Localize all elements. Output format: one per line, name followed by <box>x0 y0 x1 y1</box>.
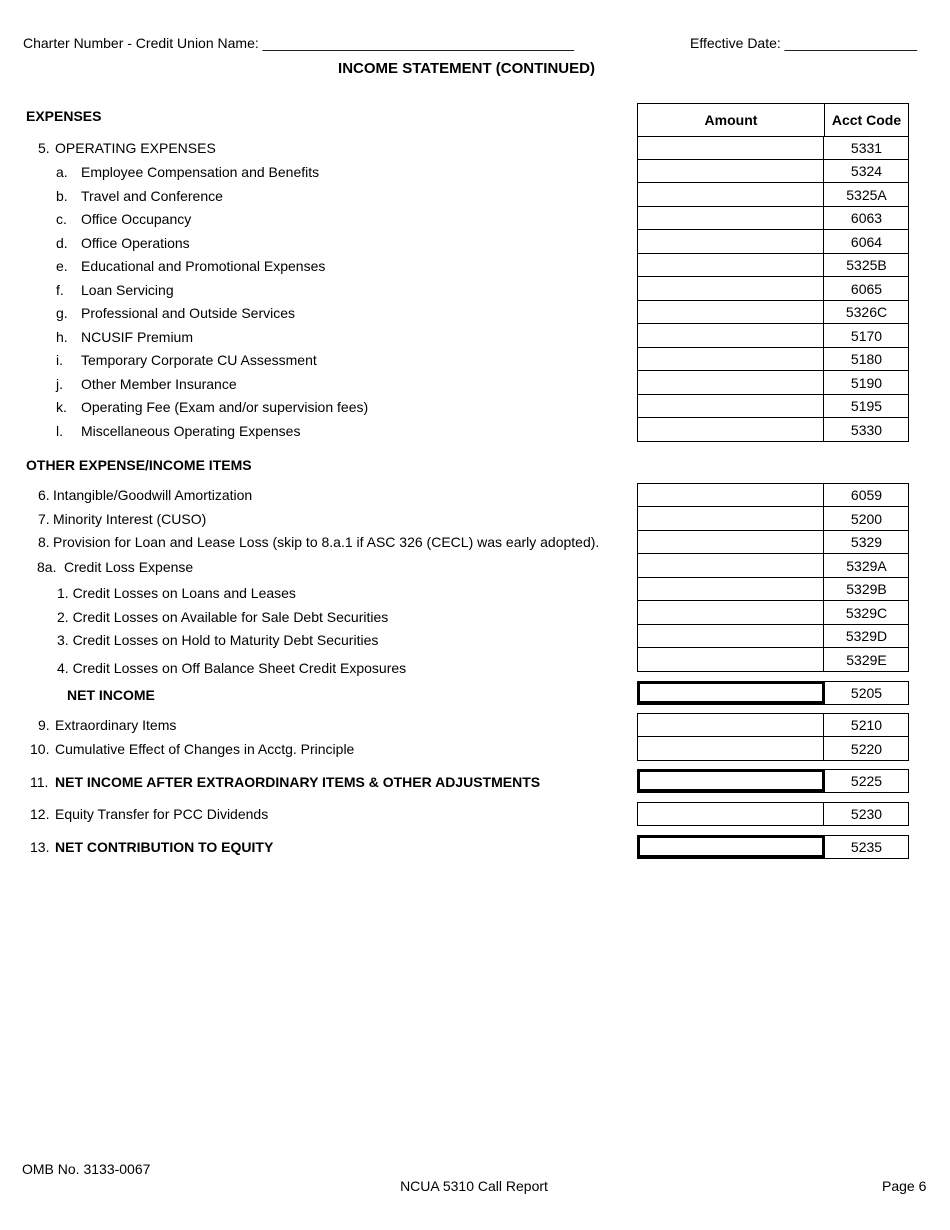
line-11-number: 11. <box>30 774 49 790</box>
item-acct-code: 5180 <box>850 350 883 367</box>
line-label: 3. Credit Losses on Hold to Maturity Debt Securities <box>57 632 379 648</box>
line-12-amount-field[interactable] <box>638 803 824 825</box>
report-name: NCUA 5310 Call Report <box>400 1178 548 1194</box>
item-letter: c. <box>56 211 67 227</box>
item-letter: e. <box>56 258 68 274</box>
item-row <box>637 347 909 371</box>
effective-date-label: Effective Date: _________________ <box>690 35 918 51</box>
item-label: Temporary Corporate CU Assessment <box>81 352 317 368</box>
item-label: Travel and Conference <box>81 188 223 204</box>
line-11-amount-field[interactable] <box>637 769 825 792</box>
item-acct-code: 5330 <box>850 421 883 438</box>
item-acct-code: 5325A <box>846 186 887 203</box>
item-row <box>637 253 909 277</box>
item-label: Office Occupancy <box>81 211 192 227</box>
item-acct-code: 5170 <box>850 327 883 344</box>
item-label: Loan Servicing <box>81 282 174 298</box>
item-row <box>637 371 909 395</box>
line-13-number: 13. <box>30 839 50 855</box>
item-amount-field[interactable] <box>638 300 824 323</box>
line-number: 8. <box>38 534 50 550</box>
net-income-acct-code: 5205 <box>850 685 883 701</box>
item-acct-code: 5324 <box>850 162 883 179</box>
item-row <box>637 183 909 207</box>
other-items-heading: OTHER EXPENSE/INCOME ITEMS <box>26 457 252 473</box>
item-letter: f. <box>56 282 64 298</box>
item-acct-code: 5195 <box>850 397 883 414</box>
item-row <box>637 394 909 418</box>
line-row <box>637 624 909 648</box>
line-10-number: 10. <box>30 741 50 757</box>
line-5-number: 5. <box>38 140 50 156</box>
line-10-label: Cumulative Effect of Changes in Acctg. Principle <box>55 741 355 757</box>
line-amount-field[interactable] <box>638 648 824 671</box>
item-row <box>637 324 909 348</box>
line-5-label: OPERATING EXPENSES <box>55 140 216 156</box>
item-letter: d. <box>56 235 68 251</box>
line-row <box>637 507 909 531</box>
line-12-label: Equity Transfer for PCC Dividends <box>55 806 269 822</box>
line-5-amount-field[interactable] <box>638 136 824 159</box>
acct-code-column-header: Acct Code <box>824 103 909 137</box>
item-row <box>637 277 909 301</box>
item-amount-field[interactable] <box>638 253 824 276</box>
item-amount-field[interactable] <box>638 418 824 441</box>
item-acct-code: 5326C <box>845 303 888 320</box>
line-13-row <box>637 835 909 859</box>
line-11-acct-code: 5225 <box>850 773 883 789</box>
item-amount-field[interactable] <box>638 206 824 229</box>
item-amount-field[interactable] <box>638 347 824 370</box>
line-row <box>637 648 909 672</box>
line-10-amount-field[interactable] <box>638 737 824 760</box>
item-letter: k. <box>56 399 67 415</box>
item-letter: l. <box>56 423 63 439</box>
item-label: NCUSIF Premium <box>81 329 194 345</box>
line-row <box>637 554 909 578</box>
line-11-row <box>637 769 909 793</box>
net-income-row <box>637 681 909 705</box>
item-letter: h. <box>56 329 68 345</box>
net-income-amount-field[interactable] <box>637 681 825 704</box>
line-number: 8a. <box>37 559 57 575</box>
item-row <box>637 418 909 442</box>
line-amount-field[interactable] <box>638 577 824 600</box>
line-13-amount-field[interactable] <box>637 835 825 858</box>
line-amount-field[interactable] <box>638 530 824 553</box>
line-acct-code: 5329D <box>845 627 888 644</box>
line-number: 6. <box>38 487 50 503</box>
item-letter: i. <box>56 352 63 368</box>
line-label: 1. Credit Losses on Loans and Leases <box>57 585 296 601</box>
line-acct-code: 5200 <box>850 510 883 527</box>
expenses-heading: EXPENSES <box>26 108 102 124</box>
item-label: Miscellaneous Operating Expenses <box>81 423 301 439</box>
line-10-row <box>637 737 909 761</box>
item-amount-field[interactable] <box>638 394 824 417</box>
line-amount-field[interactable] <box>638 507 824 530</box>
line-9-label: Extraordinary Items <box>55 717 177 733</box>
item-amount-field[interactable] <box>638 371 824 394</box>
item-amount-field[interactable] <box>638 159 824 182</box>
charter-number-label: Charter Number - Credit Union Name: ________________________________________ <box>23 35 575 51</box>
line-amount-field[interactable] <box>638 554 824 577</box>
amount-column-header: Amount <box>637 103 825 137</box>
line-label: Minority Interest (CUSO) <box>53 511 207 527</box>
line-row <box>637 530 909 554</box>
line-row <box>637 601 909 625</box>
item-row <box>637 230 909 254</box>
line-9-number: 9. <box>38 717 50 733</box>
line-number: 7. <box>38 511 50 527</box>
item-row <box>637 300 909 324</box>
item-row <box>637 206 909 230</box>
item-amount-field[interactable] <box>638 183 824 206</box>
item-label: Other Member Insurance <box>81 376 237 392</box>
line-10-acct-code: 5220 <box>850 740 883 757</box>
item-amount-field[interactable] <box>638 324 824 347</box>
line-13-acct-code: 5235 <box>850 839 883 855</box>
line-acct-code: 5329B <box>846 580 887 597</box>
item-acct-code: 5190 <box>850 374 883 391</box>
item-amount-field[interactable] <box>638 230 824 253</box>
line-acct-code: 6059 <box>850 487 883 503</box>
page-number: Page 6 <box>882 1178 927 1194</box>
line-amount-field[interactable] <box>638 484 824 506</box>
item-amount-field[interactable] <box>638 277 824 300</box>
line-acct-code: 5329A <box>846 557 887 574</box>
line-5-row <box>637 136 909 160</box>
line-label: 2. Credit Losses on Available for Sale Debt Securities <box>57 609 389 625</box>
line-12-row <box>637 802 909 826</box>
line-13-label: NET CONTRIBUTION TO EQUITY <box>55 839 274 855</box>
item-letter: g. <box>56 305 68 321</box>
line-amount-field[interactable] <box>638 601 824 624</box>
line-label: Intangible/Goodwill Amortization <box>53 487 253 503</box>
line-label: Provision for Loan and Lease Loss (skip to 8.a.1 if ASC 326 (CECL) was early adopted). <box>53 534 600 550</box>
item-label: Office Operations <box>81 235 190 251</box>
item-acct-code: 5325B <box>846 256 887 273</box>
item-letter: j. <box>56 376 63 392</box>
line-12-acct-code: 5230 <box>850 806 883 822</box>
line-acct-code: 5329C <box>845 604 888 621</box>
net-income-label: NET INCOME <box>67 687 155 703</box>
line-9-amount-field[interactable] <box>638 714 824 736</box>
item-row <box>637 159 909 183</box>
line-acct-code: 5329 <box>850 533 883 550</box>
item-label: Employee Compensation and Benefits <box>81 164 320 180</box>
line-11-label: NET INCOME AFTER EXTRAORDINARY ITEMS & OTHER ADJUSTMENTS <box>55 774 541 790</box>
item-label: Professional and Outside Services <box>81 305 295 321</box>
line-amount-field[interactable] <box>638 624 824 647</box>
line-row <box>637 483 909 507</box>
page-title: INCOME STATEMENT (CONTINUED) <box>338 60 595 77</box>
item-label: Operating Fee (Exam and/or supervision fees) <box>81 399 369 415</box>
line-label: 4. Credit Losses on Off Balance Sheet Credit Exposures <box>57 660 407 676</box>
item-letter: a. <box>56 164 68 180</box>
item-acct-code: 6063 <box>850 209 883 226</box>
line-5-acct-code: 5331 <box>850 139 883 156</box>
item-label: Educational and Promotional Expenses <box>81 258 326 274</box>
line-label: Credit Loss Expense <box>64 559 194 575</box>
line-9-row <box>637 713 909 737</box>
line-acct-code: 5329E <box>846 651 887 668</box>
item-letter: b. <box>56 188 68 204</box>
line-12-number: 12. <box>30 806 50 822</box>
line-9-acct-code: 5210 <box>850 717 883 733</box>
omb-number: OMB No. 3133-0067 <box>22 1161 151 1177</box>
item-acct-code: 6065 <box>850 280 883 297</box>
item-acct-code: 6064 <box>850 233 883 250</box>
line-row <box>637 577 909 601</box>
